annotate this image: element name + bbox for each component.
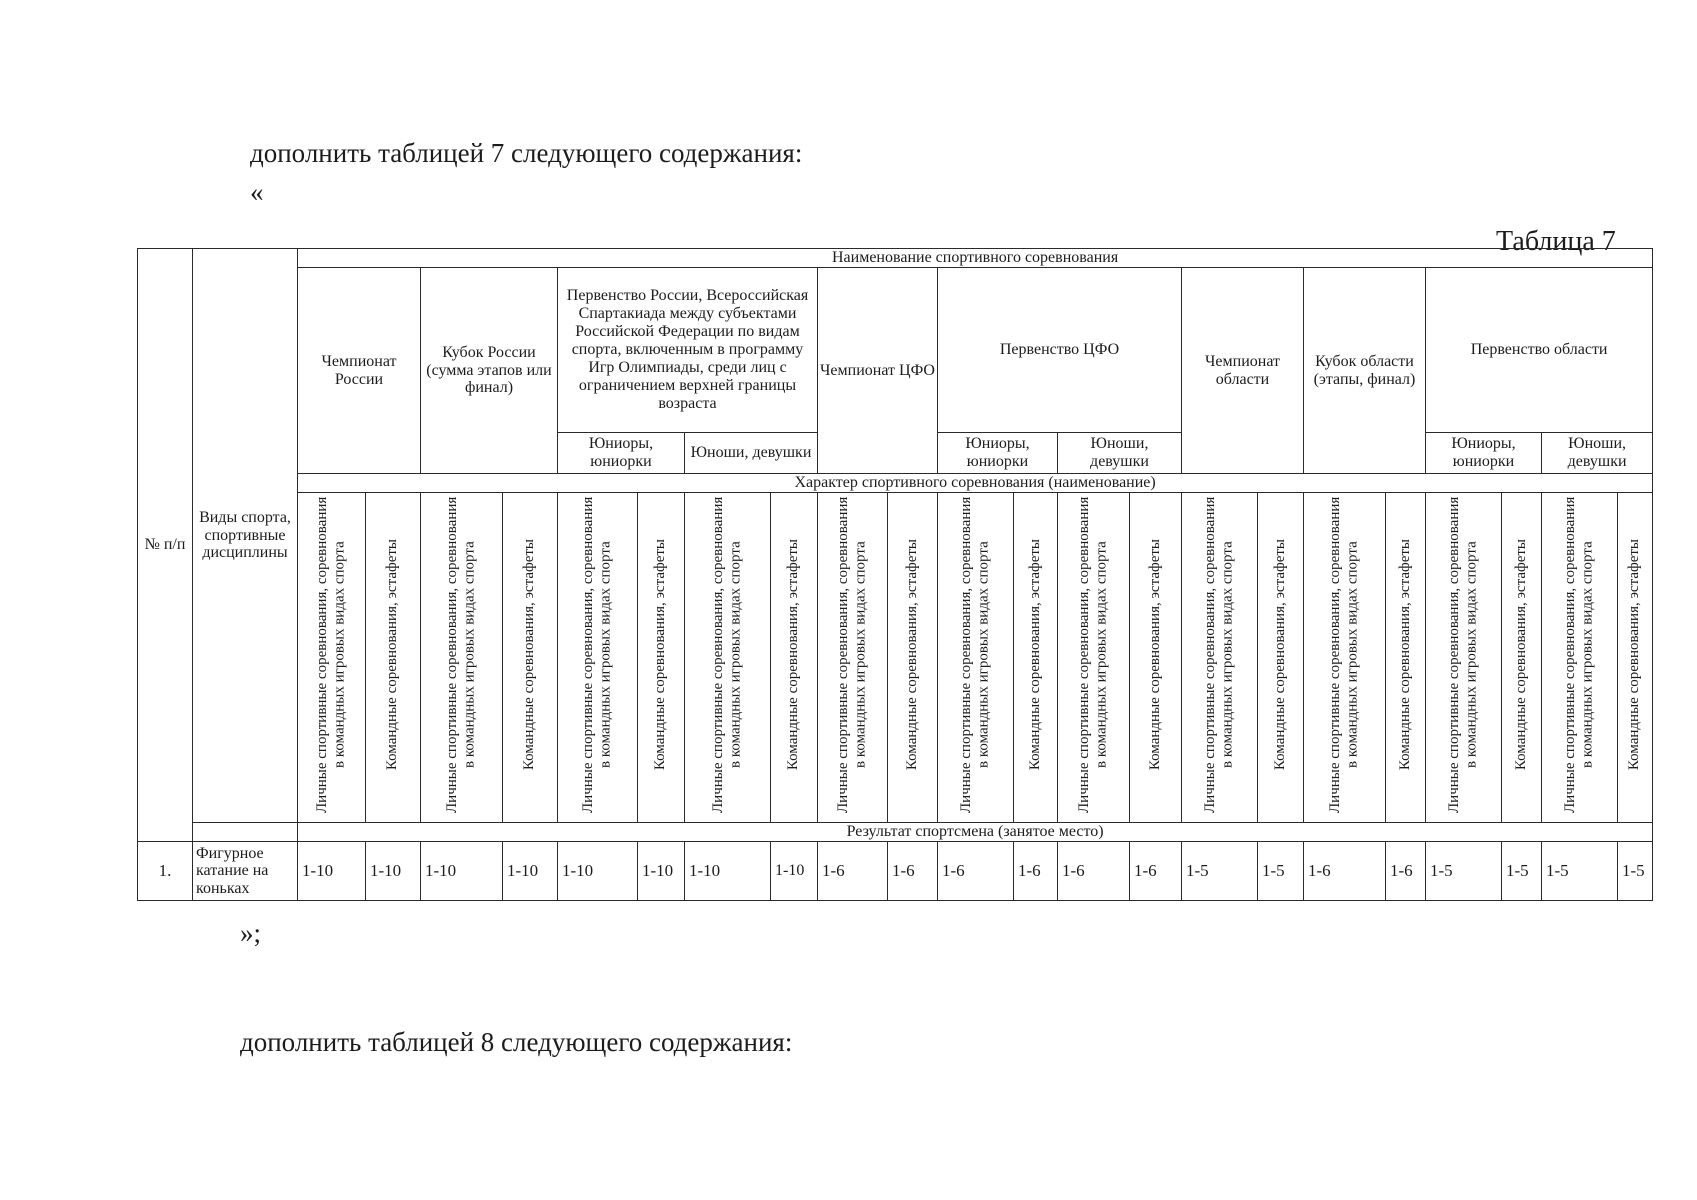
result-cell: 1-6: [1014, 842, 1058, 901]
result-cell: 1-10: [638, 842, 685, 901]
type-header-team: Командные соревнования, эстафеты: [638, 493, 685, 823]
type-header-personal: Личные спортивные соревнования, соревнования в командных игровых видах спорта: [1542, 493, 1618, 823]
competition-region-cup: Кубок области (этапы, финал): [1304, 268, 1426, 474]
type-header-personal: Личные спортивные соревнования, соревнования в командных игровых видах спорта: [1182, 493, 1258, 823]
result-cell: 1-5: [1502, 842, 1542, 901]
result-cell: 1-5: [1258, 842, 1304, 901]
type-header-personal: Личные спортивные соревнования, соревнования в командных игровых видах спорта: [298, 493, 366, 823]
type-header-team: Командные соревнования, эстафеты: [503, 493, 558, 823]
type-header-team: Командные соревнования, эстафеты: [1618, 493, 1653, 823]
type-header-team: Командные соревнования, эстафеты: [366, 493, 421, 823]
type-header-personal: Личные спортивные соревнования, соревнования в командных игровых видах спорта: [938, 493, 1014, 823]
type-header-team: Командные соревнования, эстафеты: [1258, 493, 1304, 823]
type-header-personal: Личные спортивные соревнования, соревнования в командных игровых видах спорта: [1304, 493, 1386, 823]
column-header-sport: Виды спорта, спортивные дисциплины: [193, 249, 298, 823]
table-label: Таблица 7: [1496, 226, 1616, 257]
type-header-personal: Личные спортивные соревнования, соревнования в командных игровых видах спорта: [818, 493, 888, 823]
result-cell: 1-5: [1182, 842, 1258, 901]
row-sport: Фигурное катание на коньках: [193, 842, 298, 901]
result-cell: 1-5: [1426, 842, 1502, 901]
column-header-number: № п/п: [138, 249, 193, 842]
age-group-juniors: Юниоры, юниорки: [1426, 433, 1542, 474]
row-number: 1.: [138, 842, 193, 901]
result-cell: 1-6: [1130, 842, 1182, 901]
age-group-juniors: Юниоры, юниорки: [558, 433, 685, 474]
competition-table: [137, 248, 1653, 901]
age-group-youth: Юноши, девушки: [1542, 433, 1653, 474]
competition-russia-cup: Кубок России (сумма этапов или финал): [421, 268, 558, 474]
competition-russia-championship: Чемпионат России: [298, 268, 421, 474]
opening-quote: «: [250, 177, 264, 207]
age-group-youth: Юноши, девушки: [1058, 433, 1182, 474]
type-header-personal: Личные спортивные соревнования, соревнования в командных игровых видах спорта: [558, 493, 638, 823]
type-header-personal: Личные спортивные соревнования, соревнования в командных игровых видах спорта: [421, 493, 503, 823]
header-result: Результат спортсмена (занятое место): [298, 823, 1653, 842]
result-cell: 1-6: [888, 842, 938, 901]
closing-quote: »;: [240, 918, 262, 948]
type-header-team: Командные соревнования, эстафеты: [771, 493, 818, 823]
result-cell: 1-5: [1542, 842, 1618, 901]
result-cell: 1-10: [771, 842, 818, 901]
type-header-personal: Личные спортивные соревнования, соревнования в командных игровых видах спорта: [1426, 493, 1502, 823]
result-cell: 1-10: [558, 842, 638, 901]
type-header-team: Командные соревнования, эстафеты: [1014, 493, 1058, 823]
type-header-team: Командные соревнования, эстафеты: [1502, 493, 1542, 823]
result-cell: 1-10: [298, 842, 366, 901]
result-cell: 1-6: [1058, 842, 1130, 901]
competition-cfd-first: Первенство ЦФО: [938, 268, 1182, 433]
result-cell: 1-5: [1618, 842, 1653, 901]
type-header-team: Командные соревнования, эстафеты: [888, 493, 938, 823]
result-cell: 1-10: [503, 842, 558, 901]
result-cell: 1-10: [421, 842, 503, 901]
type-header-team: Командные соревнования, эстафеты: [1386, 493, 1426, 823]
result-cell: 1-6: [818, 842, 888, 901]
age-group-juniors: Юниоры, юниорки: [938, 433, 1058, 474]
age-group-youth: Юноши, девушки: [685, 433, 818, 474]
result-cell: 1-10: [685, 842, 771, 901]
competition-cfd-championship: Чемпионат ЦФО: [818, 268, 938, 474]
result-cell: 1-6: [938, 842, 1014, 901]
result-cell: 1-10: [366, 842, 421, 901]
type-header-team: Командные соревнования, эстафеты: [1130, 493, 1182, 823]
competition-russia-first: Первенство России, Всероссийская Спартакиада между субъектами Российской Федерации по видам спорта, включенным в программу Игр Олимпиады, среди лиц с ограничением верхней границы возраста: [558, 268, 818, 433]
result-cell: 1-6: [1386, 842, 1426, 901]
intro-text-table7: дополнить таблицей 7 следующего содержания:: [250, 138, 803, 168]
table-row: [138, 842, 1653, 901]
type-header-personal: Личные спортивные соревнования, соревнования в командных игровых видах спорта: [685, 493, 771, 823]
competition-region-first: Первенство области: [1426, 268, 1653, 433]
header-competition-character: Характер спортивного соревнования (наименование): [298, 474, 1653, 493]
competition-region-championship: Чемпионат области: [1182, 268, 1304, 474]
intro-text-table8: дополнить таблицей 8 следующего содержания:: [240, 1027, 793, 1057]
header-competition-name: Наименование спортивного соревнования: [298, 249, 1653, 268]
type-header-personal: Личные спортивные соревнования, соревнования в командных игровых видах спорта: [1058, 493, 1130, 823]
result-cell: 1-6: [1304, 842, 1386, 901]
